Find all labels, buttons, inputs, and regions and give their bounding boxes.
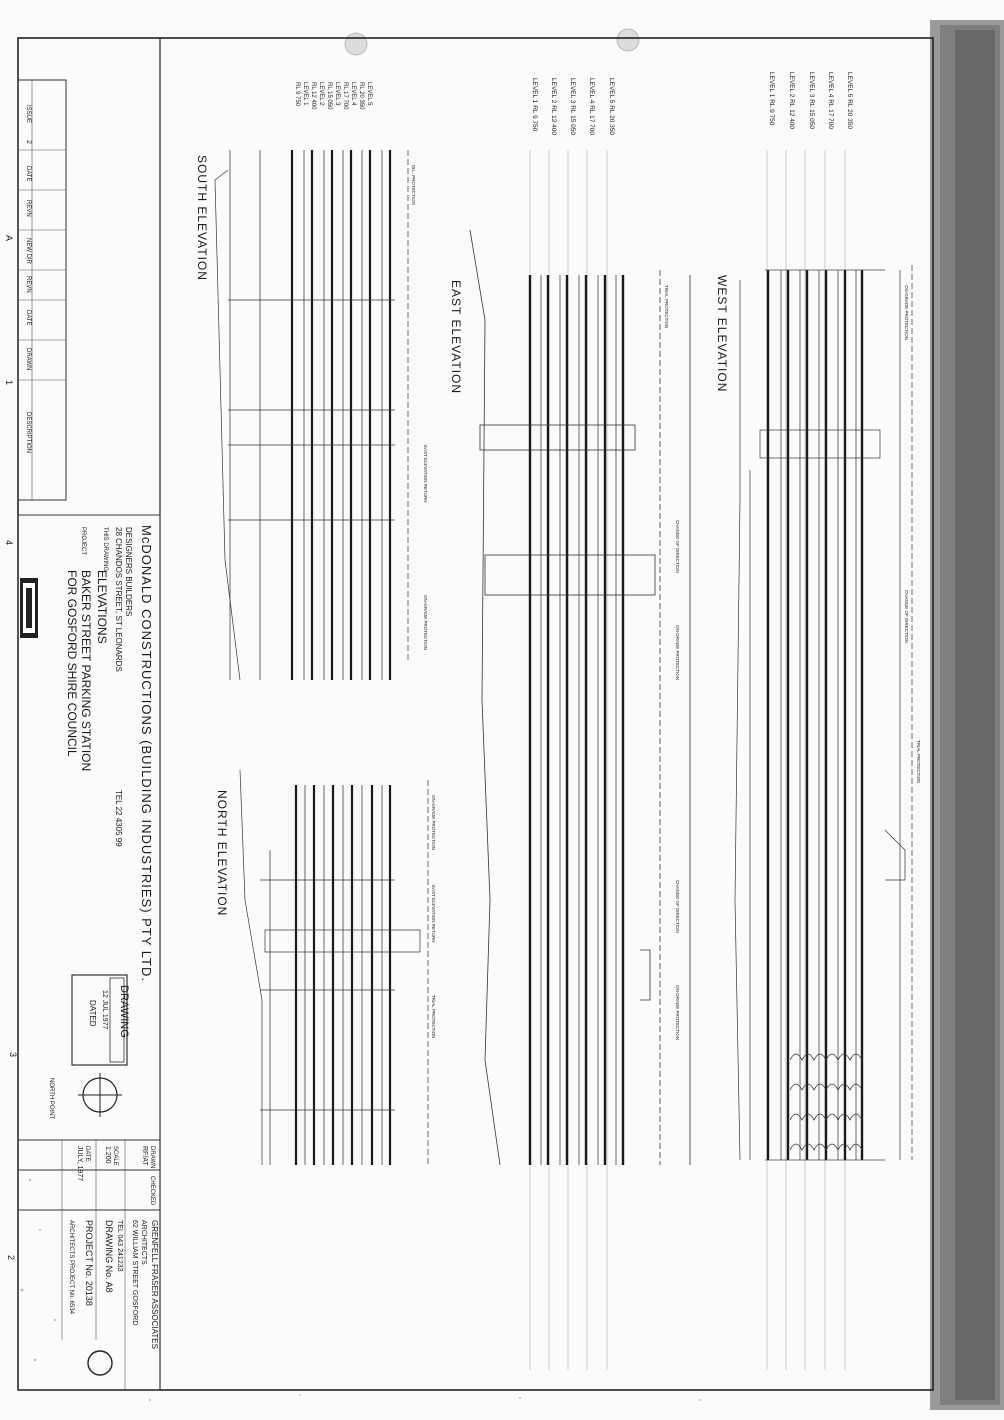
east-note-change-2: CHANGE OF DIRECTION	[675, 880, 680, 933]
scale-label: SCALE	[112, 1146, 118, 1166]
drawing-number: DRAWING No. A8	[104, 1220, 114, 1293]
south-rl-2: RL 12 400	[310, 82, 316, 110]
rev-header-issue: ISSUE	[25, 105, 31, 124]
scale-value: 1:200	[104, 1146, 111, 1164]
project-line-1: BAKER STREET PARKING STATION	[79, 570, 93, 772]
north-elevation-title: NORTH ELEVATION	[215, 790, 229, 917]
grid-marker-3: 3	[8, 1052, 18, 1058]
north-note-east-return: EAST ELEVATION RETURN	[431, 885, 436, 943]
south-note-east-return: EAST ELEVATION RETURN	[423, 445, 428, 503]
drawn-label: DRAWN	[149, 1146, 155, 1169]
west-elevation-title: WEST ELEVATION	[715, 275, 729, 393]
east-note-trial: TRIAL PROTECTION	[664, 285, 669, 329]
builder-tel: TEL 22 4305 99	[114, 790, 123, 847]
south-elevation-title: SOUTH ELEVATION	[195, 155, 209, 281]
south-rl-3: RL 15 050	[326, 82, 332, 110]
scan-edge	[930, 20, 1004, 1410]
south-level-1: LEVEL 1	[302, 82, 308, 106]
east-note-ongrade-1: ON-GRADE PROTECTION	[675, 625, 680, 681]
south-level-4: LEVEL 4	[350, 82, 356, 106]
east-level-1: LEVEL 1 RL 9 750	[531, 78, 538, 132]
rev-header-description: DESCRIPTION	[25, 412, 31, 454]
rev-header-revn2: REVN	[25, 276, 31, 293]
grid-marker-4: 4	[4, 540, 14, 546]
architect-name: GRENFELL FRASER ASSOCIATES	[150, 1220, 159, 1349]
east-level-5: LEVEL 5 RL 20 350	[608, 78, 615, 135]
project-number: PROJECT No. 20138	[84, 1220, 94, 1306]
east-elevation-title: EAST ELEVATION	[449, 280, 463, 395]
rev-header-drawn: DRAWN	[25, 348, 31, 371]
punch-hole-right	[617, 29, 639, 51]
printer-logo	[20, 578, 38, 638]
builder-name: McDONALD CONSTRUCTIONS (BUILDING INDUSTRIES) PTY LTD.	[139, 525, 154, 982]
west-level-2: LEVEL 2 RL 12 400	[788, 72, 795, 129]
architect-sub: ARCHITECTS	[140, 1220, 147, 1265]
rev-header-date: DATE	[25, 166, 31, 182]
punch-hole-left	[345, 33, 367, 55]
this-drawing-label: THIS DRAWING	[102, 527, 108, 572]
south-rl-5: RL 20 350	[358, 82, 364, 110]
west-note-trial: TRIAL PROTECTION	[916, 740, 921, 784]
rev-header-newdir: NEW DIR	[25, 238, 31, 264]
north-note-trial: TRIAL PROTECTION	[431, 995, 436, 1039]
west-level-1: LEVEL 1 RL 9 750	[768, 72, 775, 126]
east-level-2: LEVEL 2 RL 12 400	[550, 78, 557, 135]
north-note-ongrade: ON-GRADE PROTECTION	[431, 795, 436, 851]
date-value: JULY, 1977	[76, 1146, 83, 1182]
stamp-drawing: DRAWING	[118, 985, 130, 1038]
rev-header-revn: REVN	[25, 200, 31, 217]
south-note-ongrade: ON-GRADE PROTECTION	[423, 595, 428, 651]
east-note-ongrade-2: ON-GRADE PROTECTION	[675, 985, 680, 1041]
south-note-wl: W.L. PROTECTION	[411, 165, 416, 205]
builder-address: 28 CHANDOS STREET, ST LEONARDS	[114, 527, 123, 672]
rev-header-date2: DATE	[25, 310, 31, 326]
east-level-3: LEVEL 3 RL 15 050	[569, 78, 576, 135]
project-line-2: FOR GOSFORD SHIRE COUNCIL	[65, 570, 79, 757]
date-label: DATE	[84, 1146, 90, 1162]
stamp-dated: DATED	[88, 1000, 97, 1027]
architects-project-number: ARCHITECTS PROJECT No. 6534	[68, 1220, 74, 1314]
east-level-4: LEVEL 4 RL 17 700	[588, 78, 595, 135]
grid-marker-1: 1	[4, 380, 14, 386]
grid-marker-2: 2	[6, 1255, 16, 1261]
west-note-change: CHANGE OF DIRECTION	[904, 590, 909, 643]
east-note-change-1: CHANGE OF DIRECTION	[675, 520, 680, 573]
west-level-4: LEVEL 4 RL 17 700	[827, 72, 834, 129]
architect-address: 62 WILLIAM STREET GOSFORD	[131, 1220, 138, 1326]
grid-marker-a: A	[4, 235, 14, 242]
south-rl-1: RL 9 750	[294, 82, 300, 107]
north-point-label: NORTH POINT	[48, 1078, 54, 1120]
architect-tel: TEL 043 241233	[116, 1220, 123, 1272]
stamp-date: 12 JUL 1977	[101, 990, 108, 1030]
west-level-3: LEVEL 3 RL 15 050	[808, 72, 815, 129]
checked-label: CHECKED	[149, 1176, 155, 1206]
west-level-5: LEVEL 5 RL 20 350	[846, 72, 853, 129]
south-level-3: LEVEL 3	[334, 82, 340, 106]
south-rl-4: RL 17 700	[342, 82, 348, 110]
drawing-title: ELEVATIONS	[95, 570, 109, 644]
west-note-ongrade: ON-GRADE PROTECTION	[904, 285, 909, 341]
south-level-2: LEVEL 2	[318, 82, 324, 106]
south-level-5: LEVEL 5	[366, 82, 372, 106]
rev-issue-number: 2	[25, 140, 32, 144]
project-label: PROJECT	[80, 527, 86, 556]
builder-sub: DESIGNERS BUILDERS	[124, 527, 133, 617]
drawn-by: RF/AT	[141, 1146, 148, 1166]
